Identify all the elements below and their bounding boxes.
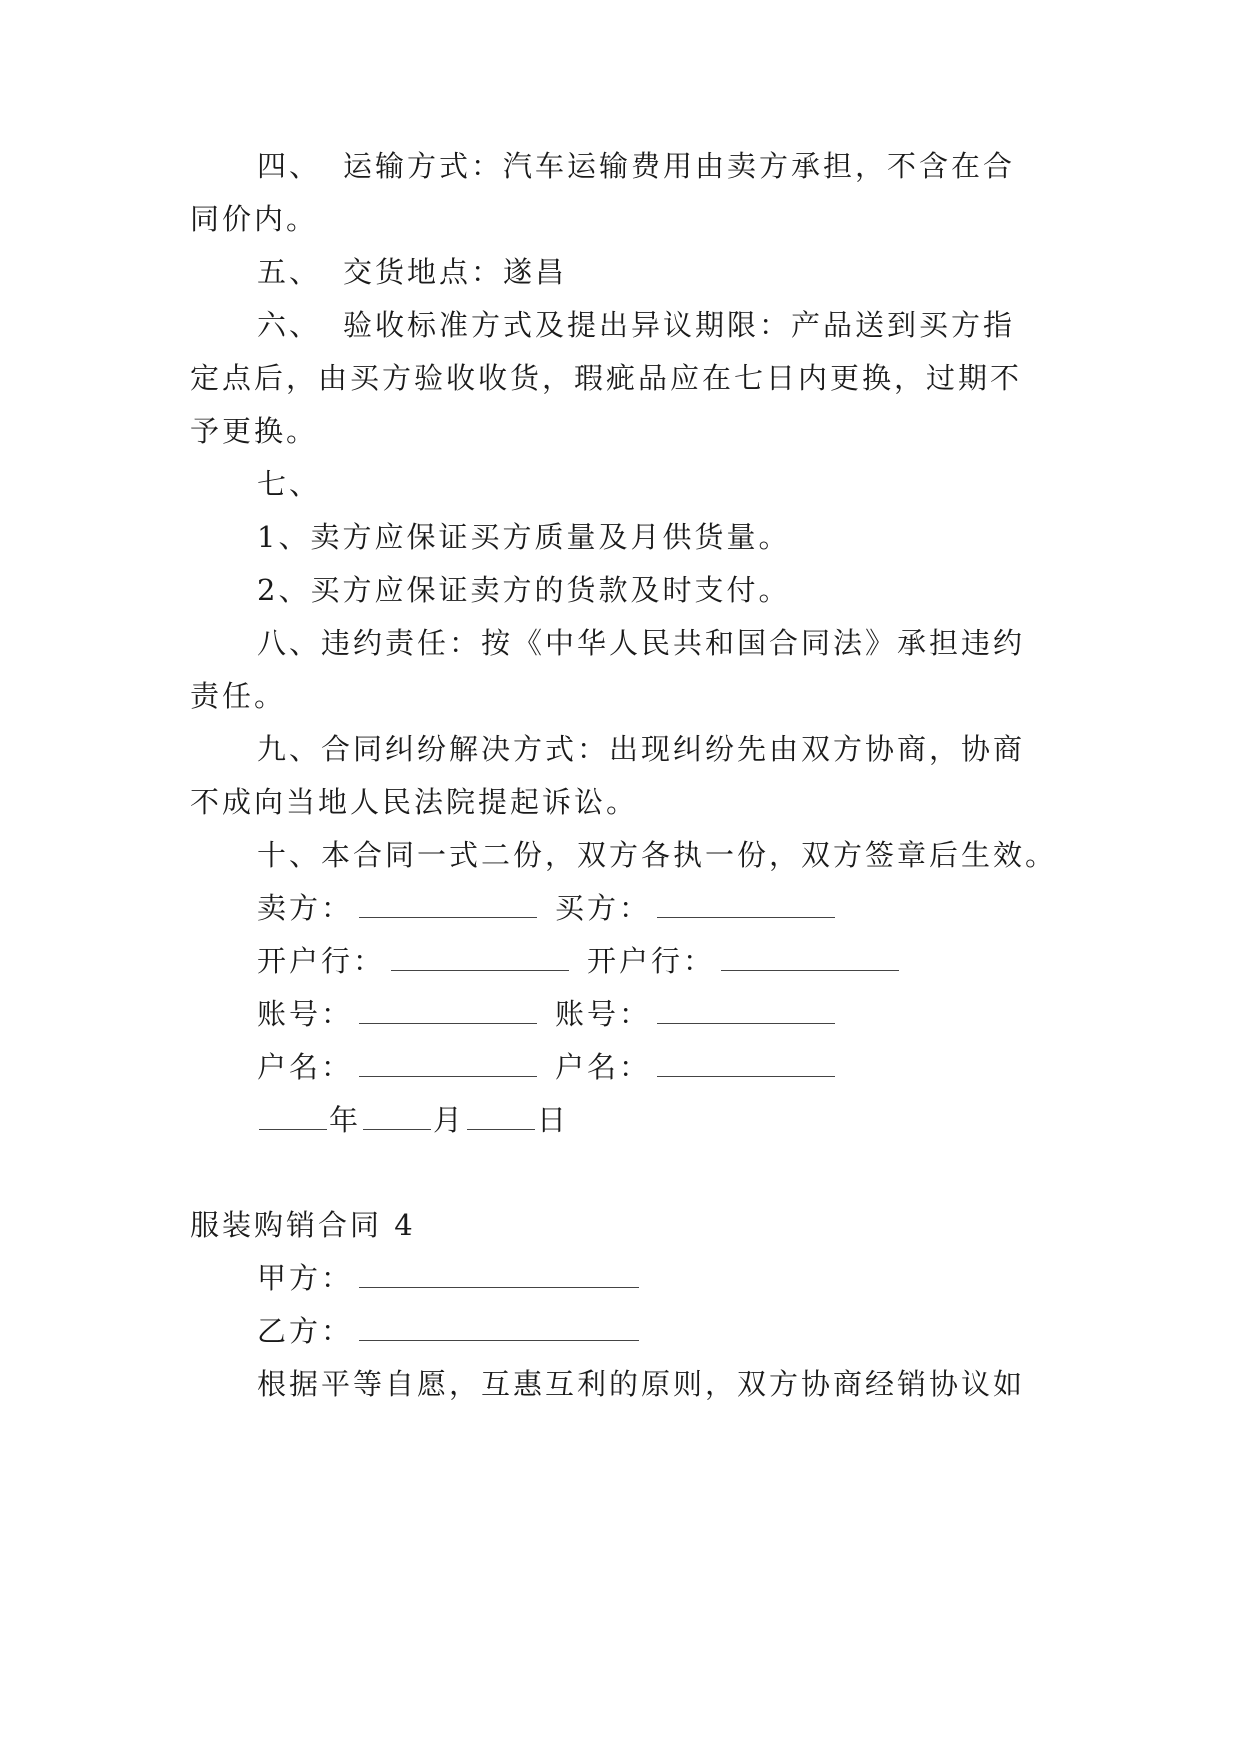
seller-label: 卖方：	[257, 891, 354, 925]
party-a-blank[interactable]	[359, 1261, 639, 1288]
clause-4	[257, 146, 1117, 186]
buyer-bank-blank[interactable]	[721, 944, 899, 971]
seller-account-label: 账号：	[257, 997, 354, 1031]
seller-bank-blank[interactable]	[391, 944, 569, 971]
clause-7-item-2: 2、买方应保证卖方的货款及时支付。	[257, 573, 791, 607]
month-blank[interactable]	[363, 1103, 431, 1130]
buyer-account-label: 账号：	[555, 997, 652, 1031]
signature-seller-buyer	[257, 888, 1117, 928]
signature-bank	[257, 941, 1117, 981]
seller-bank-label: 开户行：	[257, 944, 386, 978]
year-blank[interactable]	[259, 1103, 327, 1130]
clause-6-number: 六、	[257, 308, 322, 342]
year-label: 年	[329, 1103, 362, 1137]
day-label: 日	[537, 1103, 570, 1137]
clause-4-number: 四、	[257, 149, 322, 183]
seller-name-blank[interactable]	[359, 1050, 537, 1077]
clause-7: 七、	[257, 467, 322, 501]
seller-account-blank[interactable]	[359, 997, 537, 1024]
clause-5	[257, 252, 1117, 292]
signature-account-name	[257, 1047, 1117, 1087]
contract-4-title: 服装购销合同 4	[190, 1208, 416, 1242]
month-label: 月	[433, 1103, 466, 1137]
party-b-label: 乙方：	[257, 1314, 354, 1348]
clause-6-text: 验收标准方式及提出异议期限：产品送到买方指	[343, 308, 1016, 342]
clause-9: 九、合同纠纷解决方式：出现纠纷先由双方协商，协商	[257, 732, 1026, 766]
party-a	[257, 1258, 1117, 1298]
clause-6-continuation-1: 定点后，由买方验收收货，瑕疵品应在七日内更换，过期不	[190, 361, 1023, 395]
clause-8-continuation: 责任。	[190, 679, 287, 713]
buyer-name-label: 户名：	[555, 1050, 652, 1084]
buyer-blank[interactable]	[657, 891, 835, 918]
buyer-account-blank[interactable]	[657, 997, 835, 1024]
clause-10: 十、本合同一式二份，双方各执一份，双方签章后生效。	[257, 838, 1058, 872]
clause-5-text: 交货地点：遂昌	[343, 255, 568, 289]
party-b	[257, 1311, 1117, 1351]
clause-7-item-1: 1、卖方应保证买方质量及月供货量。	[257, 520, 791, 554]
clause-6	[257, 305, 1117, 345]
signature-date	[257, 1100, 1117, 1140]
clause-4-text: 运输方式：汽车运输费用由卖方承担，不含在合	[343, 149, 1016, 183]
signature-account	[257, 994, 1117, 1034]
contract-4-intro: 根据平等自愿，互惠互利的原则，双方协商经销协议如	[257, 1367, 1026, 1401]
buyer-label: 买方：	[555, 891, 652, 925]
clause-6-continuation-2: 予更换。	[190, 414, 319, 448]
party-a-label: 甲方：	[257, 1261, 354, 1295]
buyer-name-blank[interactable]	[657, 1050, 835, 1077]
clause-5-number: 五、	[257, 255, 322, 289]
seller-blank[interactable]	[359, 891, 537, 918]
clause-9-continuation: 不成向当地人民法院提起诉讼。	[190, 785, 639, 819]
party-b-blank[interactable]	[359, 1314, 639, 1341]
seller-name-label: 户名：	[257, 1050, 354, 1084]
buyer-bank-label: 开户行：	[587, 944, 716, 978]
clause-8: 八、违约责任：按《中华人民共和国合同法》承担违约	[257, 626, 1026, 660]
clause-4-continuation: 同价内。	[190, 202, 319, 236]
day-blank[interactable]	[467, 1103, 535, 1130]
